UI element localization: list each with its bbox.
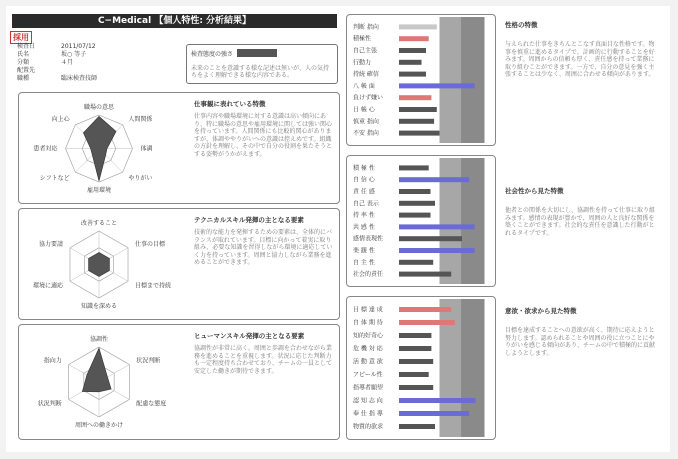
bar bbox=[399, 236, 462, 241]
radar-label: 改善すること bbox=[80, 220, 118, 227]
bar-label: 認 知 志 向 bbox=[353, 397, 383, 405]
bar-label: 奉 仕 指 導 bbox=[353, 410, 383, 418]
panel-title: テクニカルスキル発揮の主となる要素 bbox=[194, 216, 304, 224]
bar-label: 社会的責任 bbox=[353, 271, 384, 279]
bar-label: 知的好奇心 bbox=[353, 332, 384, 340]
bar-label: 自 信 心 bbox=[353, 176, 375, 184]
bar-label: 活 動 意 欲 bbox=[353, 358, 383, 366]
bar-label: 自己主張 bbox=[353, 47, 378, 55]
bar bbox=[399, 398, 476, 403]
bar bbox=[399, 424, 435, 429]
bar bbox=[399, 320, 455, 325]
bar-label: 持 率 性 bbox=[353, 212, 375, 220]
bar bbox=[399, 48, 426, 53]
radar-label: 目標まで持続 bbox=[134, 282, 171, 290]
bar bbox=[399, 72, 426, 77]
bar bbox=[399, 119, 434, 124]
panel-text: 技術的な能力を発揮するための要素は、全体的にバランスが取れています。目標に向かって着実に取り組み、必要な知識を習得しながら環境に適応していく力を持っています。周囲と協力しながら業務を進めることができます。 bbox=[194, 229, 333, 266]
bar bbox=[399, 359, 433, 364]
bar bbox=[399, 411, 469, 416]
radar-value-area bbox=[82, 348, 111, 392]
radar-label: 雇用環境 bbox=[86, 187, 112, 194]
bar bbox=[399, 201, 435, 206]
radar-label: 指向力 bbox=[43, 357, 62, 365]
bar-label: 感情表現性 bbox=[353, 235, 384, 243]
bar-label: 共 感 性 bbox=[353, 223, 375, 231]
bar bbox=[399, 260, 433, 265]
bar-label: 慎重 指向 bbox=[353, 118, 379, 126]
radar-chart bbox=[22, 96, 188, 199]
bar-label: 行動力 bbox=[353, 59, 372, 67]
note-text: 目標を達成することへの意欲が高く、期待に応えようと努力します。認められることや周囲の役に立つことにやりがいを感じる傾向があり、チームの中で積極的に貢献しようとします。 bbox=[505, 327, 656, 357]
norm-band-inner bbox=[440, 299, 462, 437]
bar-label: 日 帳 心 bbox=[353, 106, 375, 114]
panel-work-view bbox=[18, 92, 340, 204]
profile-value: ４月 bbox=[61, 59, 74, 66]
radar-label: 職場の意思 bbox=[83, 104, 115, 111]
bar-label: 責 任 感 bbox=[353, 188, 375, 196]
bar bbox=[399, 131, 440, 136]
profile-label: 検査日 bbox=[17, 43, 36, 50]
profile-row bbox=[17, 67, 97, 75]
bar-label: 不安 指向 bbox=[353, 130, 379, 138]
bar bbox=[399, 60, 422, 65]
bar-label: 楽 観 性 bbox=[353, 247, 375, 255]
response-box bbox=[186, 44, 338, 84]
panel-technical-skill bbox=[18, 208, 340, 320]
bar bbox=[399, 224, 475, 229]
bar bbox=[399, 307, 451, 312]
note-text: 他者との関係を大切にし、協調性を持って仕事に取り組みます。感情の表現が豊かで、周囲の人と良好な関係を築くことができます。社会的な責任を意識した行動がとれるタイプです。 bbox=[505, 207, 656, 237]
radar-label: 状況判断 bbox=[136, 357, 161, 365]
bar-label: 自己 表示 bbox=[353, 200, 379, 208]
radar-label: 体調 bbox=[140, 145, 153, 153]
profile-label: 分類 bbox=[17, 59, 30, 66]
bar-label: 指導者願望 bbox=[353, 384, 384, 392]
radar-value-area bbox=[89, 252, 110, 276]
trait-bar-chart-2 bbox=[346, 155, 496, 287]
bar bbox=[399, 95, 431, 100]
response-text: 未来のことを意識する様な記述は無いが、人の気持ちをよく理解できる様な内容である。 bbox=[191, 65, 330, 79]
panel-title: ヒューマンスキル発揮の主となる要素 bbox=[194, 332, 305, 340]
bar bbox=[399, 272, 451, 277]
profile-row bbox=[17, 59, 97, 67]
profile-value: 2011/07/12 bbox=[61, 43, 96, 50]
note-text: 与えられた仕事をきちんとこなす真面目な性格です。物事を慎重に進めるタイプで、計画的に行動することを好みます。周囲からの信頼も厚く、責任感を持って業務に取り組むことができます。一方で、自分の意見を強く主張することは少なく、周囲に合わせる傾向があります。 bbox=[505, 41, 655, 78]
bar bbox=[399, 372, 429, 377]
note-title: 性格の特徴 bbox=[505, 21, 538, 29]
bar bbox=[399, 189, 431, 194]
profile-info bbox=[17, 43, 97, 83]
report-title: C−Medical 【個人特性: 分析結果】 bbox=[12, 14, 337, 28]
radar-label: 仕事の目標 bbox=[134, 240, 165, 248]
trait-bar-chart-1 bbox=[346, 14, 496, 146]
radar-label: シフトなど bbox=[39, 174, 70, 182]
bar bbox=[399, 333, 431, 338]
radar-label: 向上心 bbox=[51, 116, 70, 124]
profile-row bbox=[17, 43, 97, 51]
panel-human-skill bbox=[18, 324, 340, 440]
profile-label: 氏名 bbox=[17, 51, 30, 58]
radar-label: 環境に適応 bbox=[33, 282, 64, 290]
panel-text: 仕事内容や職場環境に対する意識は高い傾向にあり、特に職場の意思や雇用環境に関しては強い関心を持っています。人間関係にも比較的関心がありますが、体調ややりがいへの意識は控えめです。組織の方針を理解し、その中で自分の役割を果たそうとする姿勢がうかがえます。 bbox=[194, 113, 333, 158]
bar-label: 自 体 期 待 bbox=[353, 319, 383, 327]
radar-label: 周囲への働きかけ bbox=[74, 422, 124, 429]
bar bbox=[399, 346, 431, 351]
radar-label: 患者対応 bbox=[33, 145, 58, 153]
note-personality bbox=[505, 20, 660, 79]
bar bbox=[399, 213, 431, 218]
profile-row bbox=[17, 75, 97, 83]
note-title: 社会性から見た特徴 bbox=[505, 187, 564, 195]
note-sociality bbox=[505, 186, 660, 237]
trait-bar-chart-3 bbox=[346, 296, 496, 440]
adoption-stamp: 採用 bbox=[10, 31, 32, 44]
bar-chart bbox=[347, 156, 495, 286]
bar-label: 八 帳 面 bbox=[353, 82, 375, 90]
radar-label: 知識を深める bbox=[80, 303, 118, 310]
bar-label: 物質的欲求 bbox=[353, 423, 384, 431]
radar-chart bbox=[22, 328, 188, 431]
profile-label: 職種 bbox=[17, 75, 30, 82]
radar-label: 協調性 bbox=[89, 336, 109, 343]
bar bbox=[399, 177, 469, 182]
norm-band-inner bbox=[440, 158, 462, 284]
bar-label: 危 機 対 応 bbox=[353, 345, 383, 353]
bar bbox=[399, 248, 475, 253]
radar-label: 協力要請 bbox=[39, 240, 64, 248]
bar-label: アピール性 bbox=[353, 371, 383, 379]
profile-value: 臨床検査技師 bbox=[61, 75, 98, 82]
bar-label: 積極性 bbox=[353, 35, 372, 43]
bar-label: 目 標 達 成 bbox=[353, 306, 383, 314]
radar-label: 配慮な態度 bbox=[136, 400, 167, 408]
profile-value: 坂○ 等子 bbox=[61, 51, 87, 58]
bar bbox=[399, 385, 433, 390]
bar bbox=[399, 83, 475, 88]
bar-label: 積 極 性 bbox=[353, 164, 375, 172]
panel-text: 協調性が非常に高く、周囲と歩調を合わせながら業務を進めることを重視します。状況に応じた判断力も一定程度持ち合わせており、チームの一員として安定した働きが期待できます。 bbox=[194, 345, 333, 375]
bar-chart bbox=[347, 15, 495, 145]
norm-band-inner bbox=[440, 17, 462, 143]
profile-label: 配置先 bbox=[17, 67, 36, 74]
radar-label: やりがい bbox=[128, 174, 153, 182]
note-title: 意欲・欲求から見た特徴 bbox=[505, 307, 577, 315]
bar bbox=[399, 36, 429, 41]
response-label: 検査態度の強さ bbox=[191, 51, 234, 58]
response-level-bar bbox=[237, 49, 277, 57]
radar-label: 人間関係 bbox=[128, 116, 153, 124]
bar-chart bbox=[347, 297, 495, 439]
bar-label: 自 主 性 bbox=[353, 259, 375, 267]
profile-row bbox=[17, 51, 97, 59]
note-motivation bbox=[505, 306, 660, 357]
panel-title: 仕事観に表れている特徴 bbox=[194, 100, 266, 108]
radar-chart bbox=[22, 212, 188, 315]
bar-label: 判断 指向 bbox=[353, 23, 379, 31]
bar bbox=[399, 107, 437, 112]
report-page bbox=[6, 6, 670, 452]
radar-label: 状況判断 bbox=[37, 400, 62, 408]
bar bbox=[399, 165, 429, 170]
bar bbox=[399, 24, 437, 29]
bar-label: 負けず嫌い bbox=[353, 94, 384, 102]
bar-label: 持続 確信 bbox=[353, 71, 379, 79]
